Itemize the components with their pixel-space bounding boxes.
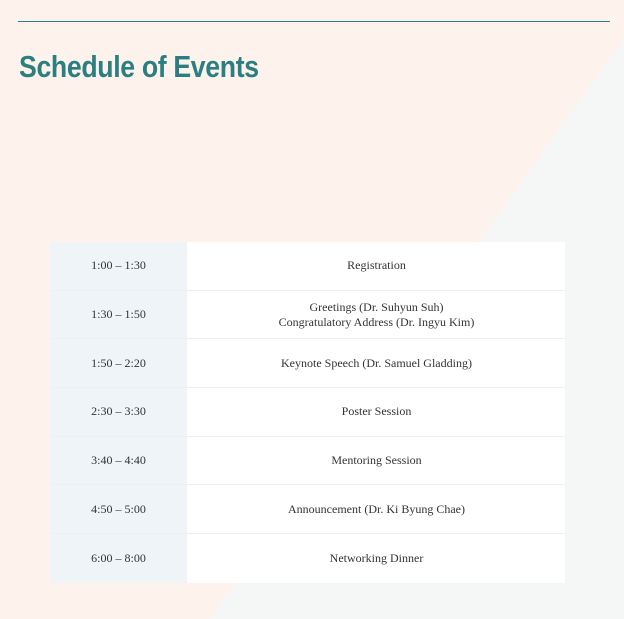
schedule-row bbox=[50, 485, 565, 534]
schedule-row bbox=[50, 339, 565, 388]
schedule-row bbox=[50, 534, 565, 583]
event-label: Registration bbox=[347, 258, 406, 273]
time-cell: 6:00 – 8:00 bbox=[50, 534, 188, 583]
event-label: Networking Dinner bbox=[329, 550, 424, 565]
page-title: Schedule of Events bbox=[19, 49, 259, 84]
schedule-row bbox=[50, 242, 565, 291]
event-cell bbox=[188, 339, 565, 387]
schedule-row bbox=[50, 291, 565, 340]
top-divider bbox=[18, 21, 610, 22]
time-cell: 1:30 – 1:50 bbox=[50, 291, 188, 339]
event-cell bbox=[188, 388, 565, 436]
event-label: Congratulatory Address (Dr. Ingyu Kim) bbox=[278, 314, 475, 329]
event-label: Greetings (Dr. Suhyun Suh) bbox=[309, 299, 444, 314]
time-cell: 3:40 – 4:40 bbox=[50, 437, 188, 485]
event-label: Poster Session bbox=[341, 404, 412, 419]
event-cell bbox=[188, 291, 565, 339]
schedule-table bbox=[50, 242, 565, 583]
event-cell bbox=[188, 485, 565, 533]
time-cell: 1:50 – 2:20 bbox=[50, 339, 188, 387]
time-cell: 1:00 – 1:30 bbox=[50, 242, 188, 290]
event-label: Keynote Speech (Dr. Samuel Gladding) bbox=[281, 355, 472, 370]
event-cell bbox=[188, 534, 565, 583]
event-label: Mentoring Session bbox=[331, 453, 422, 468]
time-cell: 2:30 – 3:30 bbox=[50, 388, 188, 436]
event-cell bbox=[188, 437, 565, 485]
schedule-row bbox=[50, 388, 565, 437]
event-label: Announcement (Dr. Ki Byung Chae) bbox=[288, 501, 465, 516]
schedule-row bbox=[50, 437, 565, 486]
time-cell: 4:50 – 5:00 bbox=[50, 485, 188, 533]
event-cell bbox=[188, 242, 565, 290]
